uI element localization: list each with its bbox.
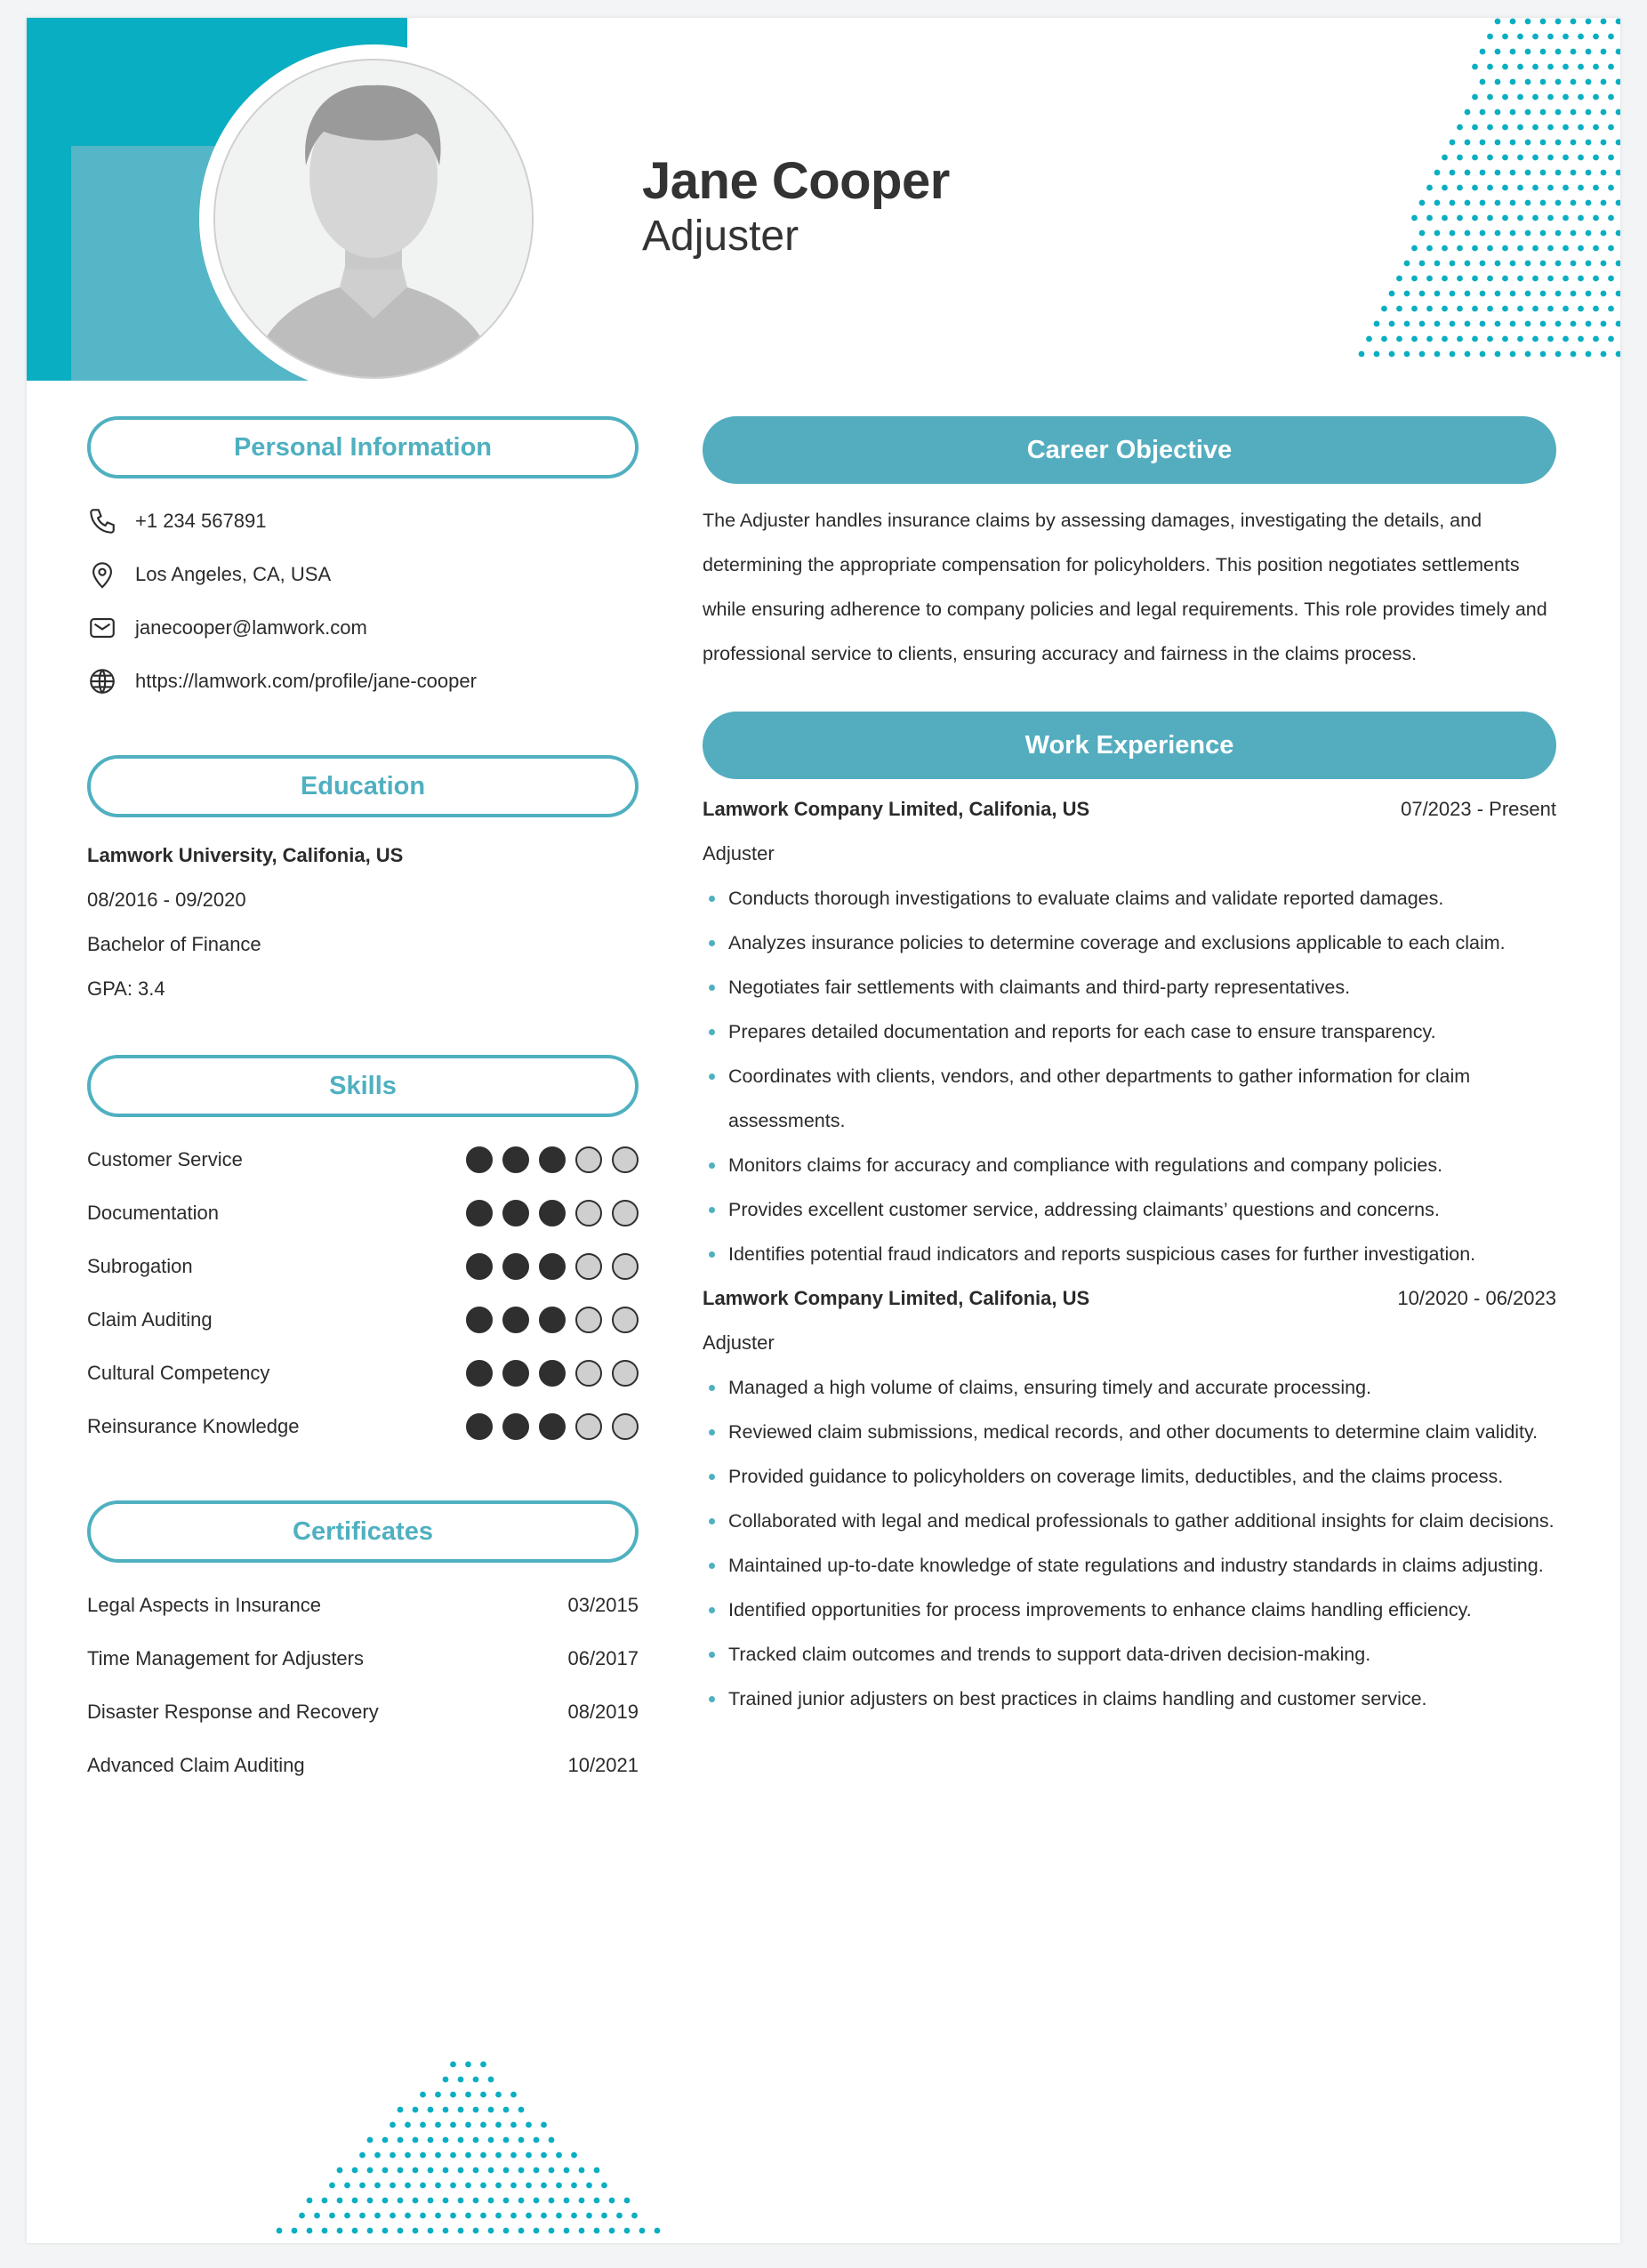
section-heading-education: Education xyxy=(87,755,639,817)
skill-name: Reinsurance Knowledge xyxy=(87,1415,300,1437)
rating-dot-filled xyxy=(466,1253,493,1280)
rating-dot-filled xyxy=(466,1360,493,1387)
skill-row xyxy=(87,1400,639,1453)
skill-rating xyxy=(466,1253,639,1280)
job-bullet-item: Tracked claim outcomes and trends to support data-driven decision-making. xyxy=(703,1632,1556,1677)
certificate-name: Legal Aspects in Insurance xyxy=(87,1594,321,1616)
education-dates: 08/2016 - 09/2020 xyxy=(87,889,246,911)
job-bullet-item: Monitors claims for accuracy and compliance with regulations and company policies. xyxy=(703,1143,1556,1187)
rating-dot-filled xyxy=(466,1307,493,1333)
rating-dot-filled xyxy=(502,1200,529,1226)
certificate-row xyxy=(87,1632,639,1685)
phone-icon xyxy=(87,506,135,536)
skill-rating xyxy=(466,1413,639,1440)
rating-dot-empty xyxy=(612,1307,639,1333)
skill-row xyxy=(87,1186,639,1240)
skill-rating xyxy=(466,1200,639,1226)
rating-dot-empty xyxy=(612,1253,639,1280)
rating-dot-empty xyxy=(575,1146,602,1173)
decorative-dots-top-right xyxy=(1343,18,1620,374)
rating-dot-empty xyxy=(612,1146,639,1173)
objective-text: The Adjuster handles insurance claims by assessing damages, investigating the details, and determining the appropriate compensation for policyholders. This position negotiates settlements while ensuring adherence to company policies and legal requirements. This role provides timely and professional service to clients, ensuring accuracy and fairness in the claims process. xyxy=(703,510,1547,664)
skill-row xyxy=(87,1293,639,1347)
section-heading-objective: Career Objective xyxy=(703,416,1556,484)
rating-dot-empty xyxy=(575,1253,602,1280)
contact-email xyxy=(87,601,639,655)
job-bullet-item: Conducts thorough investigations to evaluate claims and validate reported damages. xyxy=(703,876,1556,921)
avatar-frame xyxy=(199,44,548,393)
skill-name: Customer Service xyxy=(87,1148,243,1170)
job-bullets xyxy=(703,876,1556,1276)
certificate-name: Disaster Response and Recovery xyxy=(87,1701,379,1723)
certificate-date: 08/2019 xyxy=(567,1701,639,1723)
candidate-title: Adjuster xyxy=(642,212,799,260)
rating-dot-empty xyxy=(575,1307,602,1333)
job-bullet-item: Trained junior adjusters on best practices in claims handling and customer service. xyxy=(703,1677,1556,1721)
header-name-block xyxy=(642,152,950,264)
job-dates: 07/2023 - Present xyxy=(1401,798,1556,820)
rating-dot-empty xyxy=(612,1413,639,1440)
rating-dot-filled xyxy=(539,1360,566,1387)
section-heading-experience: Work Experience xyxy=(703,712,1556,779)
job-bullets xyxy=(703,1365,1556,1721)
decorative-dots-bottom xyxy=(276,2046,738,2243)
contact-location xyxy=(87,548,639,601)
contact-email-text[interactable]: janecooper@lamwork.com xyxy=(135,616,367,639)
job-bullet-item: Coordinates with clients, vendors, and other departments to gather information for claim assessments. xyxy=(703,1054,1556,1143)
resume-page xyxy=(27,18,1620,2243)
rating-dot-filled xyxy=(539,1307,566,1333)
certificate-row xyxy=(87,1685,639,1739)
certificates-list xyxy=(87,1579,639,1792)
rating-dot-filled xyxy=(502,1146,529,1173)
rating-dot-filled xyxy=(502,1413,529,1440)
job-header xyxy=(703,1276,1556,1321)
section-heading-certificates: Certificates xyxy=(87,1500,639,1563)
avatar xyxy=(213,59,534,379)
job-bullet-item: Provides excellent customer service, addressing claimants’ questions and concerns. xyxy=(703,1187,1556,1232)
education-degree: Bachelor of Finance xyxy=(87,933,261,955)
globe-icon xyxy=(87,666,135,696)
skill-row xyxy=(87,1240,639,1293)
contact-location-text: Los Angeles, CA, USA xyxy=(135,563,332,585)
skill-name: Documentation xyxy=(87,1202,219,1224)
job-bullet-item: Managed a high volume of claims, ensuring timely and accurate processing. xyxy=(703,1365,1556,1410)
job-bullet-item: Identifies potential fraud indicators and reports suspicious cases for further investigation. xyxy=(703,1232,1556,1276)
certificate-date: 03/2015 xyxy=(567,1594,639,1616)
job-role: Adjuster xyxy=(703,1331,775,1354)
job-bullet-item: Identified opportunities for process improvements to enhance claims handling efficiency. xyxy=(703,1588,1556,1632)
section-heading-personal: Personal Information xyxy=(87,416,639,479)
rating-dot-filled xyxy=(466,1146,493,1173)
contact-phone xyxy=(87,495,639,548)
job-bullet-item: Collaborated with legal and medical professionals to gather additional insights for claim decisions. xyxy=(703,1499,1556,1543)
skill-name: Subrogation xyxy=(87,1255,193,1277)
job-entry xyxy=(703,787,1556,1276)
rating-dot-filled xyxy=(539,1200,566,1226)
rating-dot-empty xyxy=(575,1200,602,1226)
skills-list xyxy=(87,1133,639,1453)
skill-row xyxy=(87,1133,639,1186)
rating-dot-filled xyxy=(466,1200,493,1226)
rating-dot-empty xyxy=(612,1360,639,1387)
job-bullet-item: Provided guidance to policyholders on coverage limits, deductibles, and the claims process. xyxy=(703,1454,1556,1499)
contact-phone-text: +1 234 567891 xyxy=(135,510,267,532)
education-school: Lamwork University, Califonia, US xyxy=(87,844,404,866)
job-company: Lamwork Company Limited, Califonia, US xyxy=(703,1287,1090,1309)
certificate-row xyxy=(87,1579,639,1632)
right-column xyxy=(703,416,1556,1721)
location-pin-icon xyxy=(87,559,135,590)
job-bullet-item: Negotiates fair settlements with claimants and third-party representatives. xyxy=(703,965,1556,1009)
rating-dot-filled xyxy=(539,1253,566,1280)
certificate-date: 10/2021 xyxy=(567,1754,639,1776)
skill-name: Claim Auditing xyxy=(87,1308,213,1331)
certificate-row xyxy=(87,1739,639,1792)
rating-dot-filled xyxy=(502,1307,529,1333)
job-bullet-item: Analyzes insurance policies to determine coverage and exclusions applicable to each claim. xyxy=(703,921,1556,965)
left-column xyxy=(87,416,639,1792)
rating-dot-filled xyxy=(502,1360,529,1387)
candidate-name: Jane Cooper xyxy=(642,152,950,210)
job-bullet-item: Prepares detailed documentation and reports for each case to ensure transparency. xyxy=(703,1009,1556,1054)
job-company: Lamwork Company Limited, Califonia, US xyxy=(703,798,1090,820)
skill-rating xyxy=(466,1360,639,1387)
job-dates: 10/2020 - 06/2023 xyxy=(1397,1287,1556,1309)
rating-dot-empty xyxy=(575,1413,602,1440)
contact-website xyxy=(87,655,639,708)
section-heading-skills: Skills xyxy=(87,1055,639,1117)
job-bullet-item: Reviewed claim submissions, medical records, and other documents to determine claim validity. xyxy=(703,1410,1556,1454)
email-icon xyxy=(87,613,135,643)
rating-dot-empty xyxy=(612,1200,639,1226)
contact-website-text[interactable]: https://lamwork.com/profile/jane-cooper xyxy=(135,670,477,692)
certificate-date: 06/2017 xyxy=(567,1647,639,1669)
rating-dot-filled xyxy=(502,1253,529,1280)
rating-dot-empty xyxy=(575,1360,602,1387)
rating-dot-filled xyxy=(539,1146,566,1173)
certificate-name: Advanced Claim Auditing xyxy=(87,1754,305,1776)
job-entry xyxy=(703,1276,1556,1721)
job-header xyxy=(703,787,1556,832)
skill-row xyxy=(87,1347,639,1400)
skill-rating xyxy=(466,1307,639,1333)
job-bullet-item: Maintained up-to-date knowledge of state regulations and industry standards in claims adjusting. xyxy=(703,1543,1556,1588)
experience-list xyxy=(703,787,1556,1721)
rating-dot-filled xyxy=(539,1413,566,1440)
avatar-placeholder-icon xyxy=(215,60,532,377)
skill-rating xyxy=(466,1146,639,1173)
rating-dot-filled xyxy=(466,1413,493,1440)
skill-name: Cultural Competency xyxy=(87,1362,270,1384)
education-gpa: GPA: 3.4 xyxy=(87,977,165,1000)
job-role: Adjuster xyxy=(703,842,775,865)
certificate-name: Time Management for Adjusters xyxy=(87,1647,364,1669)
